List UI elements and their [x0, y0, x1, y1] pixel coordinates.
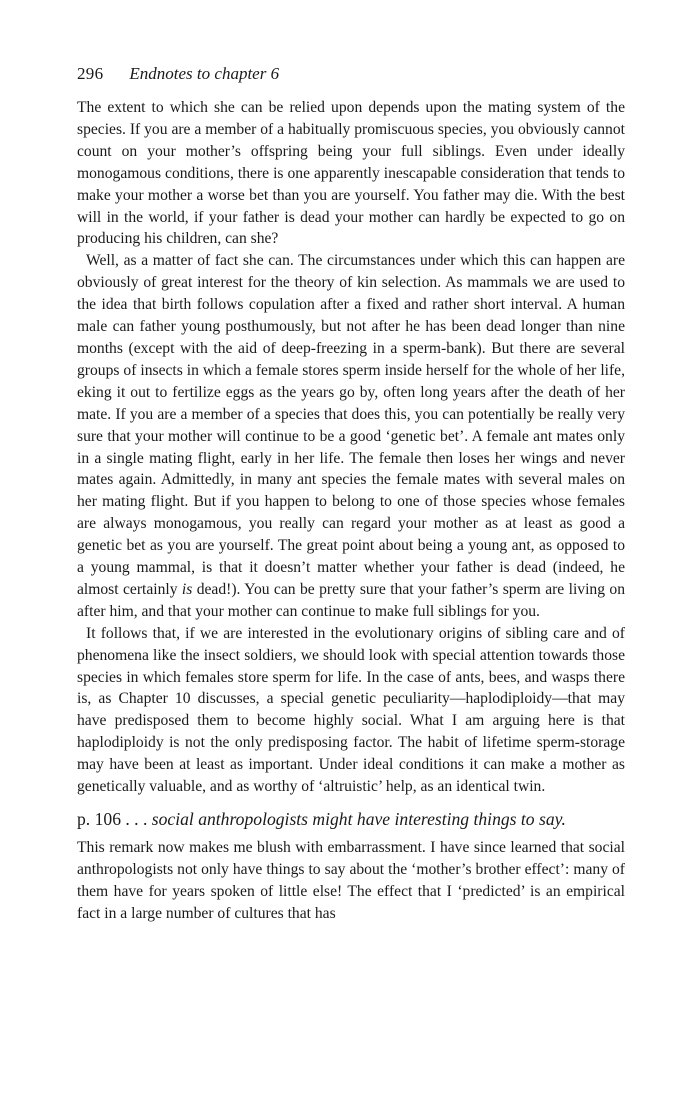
- running-title: Endnotes to chapter 6: [129, 64, 280, 83]
- endnote-paragraph: This remark now makes me blush with embarrassment. I have since learned that social anthropologists not only have things to say about the ‘mother’s brother effect’: many of them have for years spoken of little else! The effect that I ‘predicted’ is an empirical fact in a large number of cultures that has: [77, 839, 625, 922]
- page-number: 296: [77, 64, 104, 83]
- paragraph-1: The extent to which she can be relied upon depends upon the mating system of the species. If you are a member of a habitually promiscuous species, you obviously cannot count on your mother’s offspring being your full siblings. Even under ideally monogamous conditions, there is one apparently inescapable consideration that tends to make your mother a worse bet than you are yourself. You father may die. With the best will in the world, if your father is dead your mother can hardly be expected to go on producing his children, can she?: [77, 99, 625, 248]
- paragraph-3: It follows that, if we are interested in the evolutionary origins of sibling care and of phenomena like the insect soldiers, we should look with special attention towards those species in which females store sperm for life. In the case of ants, bees, and wasps there is, as Chapter 10 discusses, a special genetic peculiarity—haplodiploidy—that may have predisposed them to become highly social. What I am arguing here is that haplodiploidy is not the only predisposing factor. The habit of lifetime sperm-storage may have been at least as important. Under ideal conditions it can make a mother as genetically valuable, and as worthy of ‘altruistic’ help, as an identical twin.: [77, 624, 625, 796]
- running-head: [77, 64, 625, 86]
- endnote-heading: [77, 807, 625, 831]
- paragraph-2-text-end: dead!). You can be pretty sure that your father’s sperm are living on after him, and that your mother can continue to make full siblings for you.: [77, 580, 625, 620]
- emphasis-is: is: [181, 580, 193, 598]
- body-text: [77, 97, 625, 925]
- paragraph-2: [77, 250, 625, 622]
- endnote-quote: social anthropologists might have interesting things to say.: [151, 809, 566, 829]
- paragraph-2-text-start: Well, as a matter of fact she can. The circumstances under which this can happen are obviously of great interest for the theory of kin selection. As mammals we are used to the idea that birth follows copulation after a fixed and rather short interval. A human male can father young posthumously, but not after he has been dead longer than nine months (except with the aid of deep-freezing in a sperm-bank). But there are several groups of insects in which a female stores sperm inside herself for the whole of her life, eking it out to fertilize eggs as the years go by, often long years after the death of her mate. If you are a member of a species that does this, you can potentially be really very sure that your mother will continue to be a good ‘genetic bet’. A female ant mates only in a single mating flight, early in her life. The female then loses her wings and never mates again. Admittedly, in many ant species the female mates with several males on her mating flight. But if you happen to belong to one of those species whose females are always monogamous, you really can regard your mother as at least as good a genetic bet as you are yourself. The great point about being a young ant, as opposed to a young mammal, is that it doesn’t matter whether your father is dead (indeed, he almost certainly: [77, 252, 625, 598]
- book-page: [77, 64, 625, 925]
- endnote-page-reference: p. 106 . . .: [77, 809, 148, 829]
